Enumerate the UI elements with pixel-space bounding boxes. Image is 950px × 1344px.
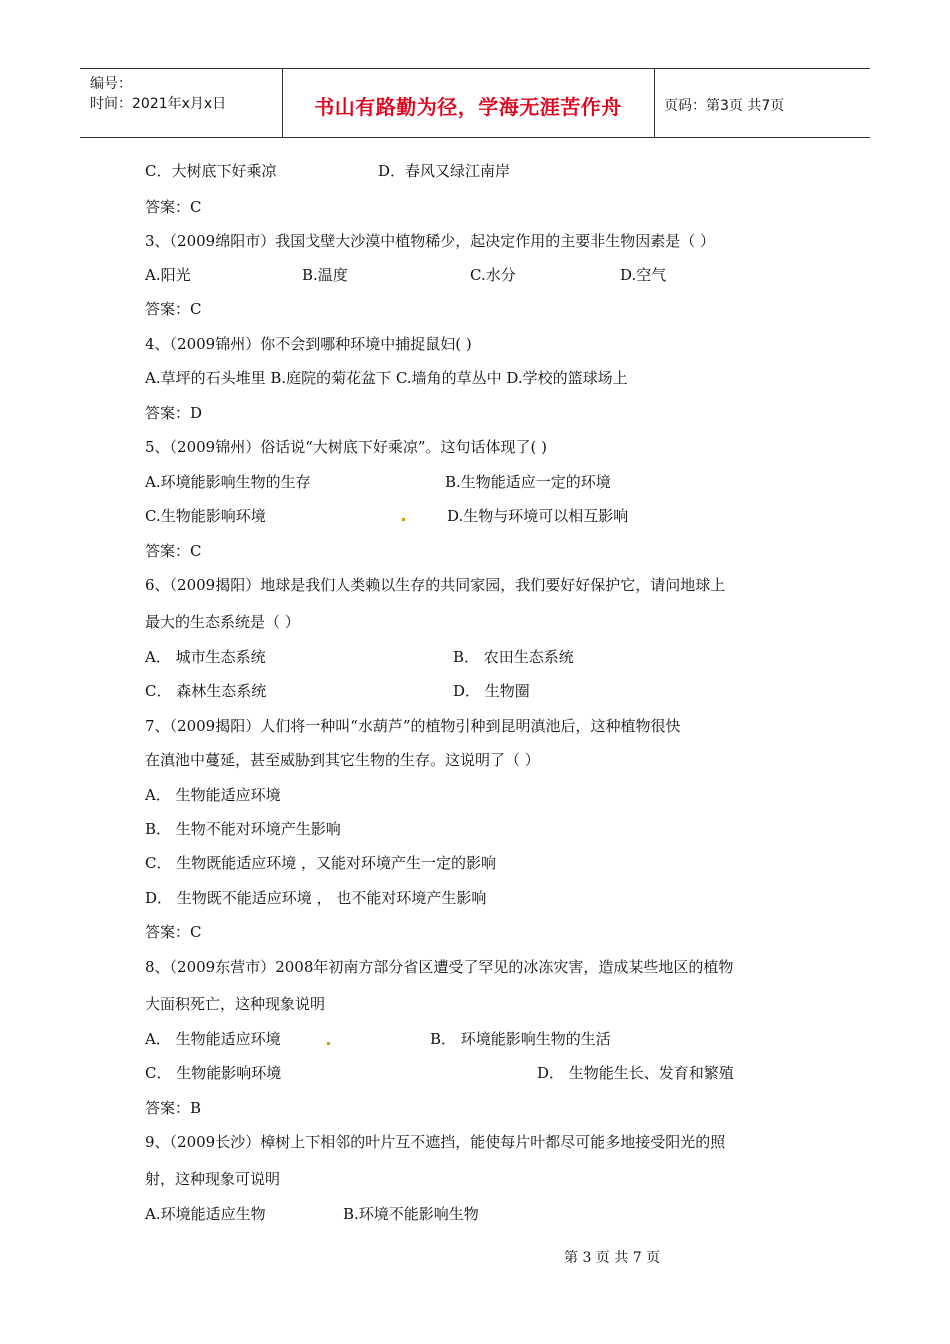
option-text: B． 环境能影响生物的生活 (430, 1030, 611, 1048)
option-text: C.水分 (470, 266, 516, 284)
option-text: D． 生物圈 (453, 682, 530, 700)
option-text: C．大树底下好乘凉 (145, 162, 277, 180)
option-text: B． 生物不能对环境产生影响 (145, 820, 341, 838)
stray-mark (402, 518, 405, 521)
option-text: B.环境不能影响生物 (343, 1205, 479, 1223)
option-text: A． 生物能适应环境 (145, 786, 281, 804)
question-stem: 大面积死亡，这种现象说明 (145, 995, 326, 1013)
option-text: D． 生物既不能适应环境 ， 也不能对环境产生影响 (145, 889, 487, 907)
question-stem: 7、（2009揭阳）人们将一种叫“水葫芦”的植物引种到昆明滇池后，这种植物很快 (145, 717, 681, 735)
option-text: D．春风又绿江南岸 (378, 162, 511, 180)
document-number-label: 编号： (90, 76, 132, 92)
answer-text: 答案：C (145, 198, 202, 216)
option-text: A.环境能适应生物 (145, 1205, 266, 1223)
question-stem: 3、（2009绵阳市）我国戈壁大沙漠中植物稀少，起决定作用的主要非生物因素是（ ） (145, 232, 715, 250)
option-text: C． 生物既能适应环境 ，又能对环境产生一定的影响 (145, 854, 497, 872)
option-text: D． 生物能生长、发育和繁殖 (537, 1064, 734, 1082)
option-text: A.阳光 (145, 266, 191, 284)
option-text: C． 森林生态系统 (145, 682, 267, 700)
header-motto-cell (282, 69, 655, 137)
option-text: A.环境能影响生物的生存 (145, 473, 311, 491)
option-text: A.草坪的石头堆里 B.庭院的菊花盆下 C.墙角的草丛中 D.学校的篮球场上 (145, 369, 628, 387)
option-text: A． 城市生态系统 (145, 648, 266, 666)
option-text: C.生物能影响环境 (145, 507, 266, 525)
question-stem: 5、（2009锦州）俗话说“大树底下好乘凉”。这句话体现了( ) (145, 438, 548, 456)
stray-mark (327, 1042, 330, 1045)
question-stem: 在滇池中蔓延，甚至威胁到其它生物的生存。这说明了（ ） (145, 751, 540, 769)
question-stem: 6、（2009揭阳）地球是我们人类赖以生存的共同家园，我们要好好保护它，请问地球上 (145, 576, 726, 594)
question-stem: 射，这种现象可说明 (145, 1170, 281, 1188)
option-text: B． 农田生态系统 (453, 648, 574, 666)
answer-text: 答案：C (145, 923, 202, 941)
question-stem: 8、（2009东营市）2008年初南方部分省区遭受了罕见的冰冻灾害，造成某些地区的植物 (145, 958, 734, 976)
answer-text: 答案：B (145, 1099, 202, 1117)
header-meta-cell (80, 69, 283, 137)
option-text: C． 生物能影响环境 (145, 1064, 282, 1082)
question-stem: 最大的生态系统是（ ） (145, 613, 300, 631)
question-stem: 9、（2009长沙）樟树上下相邻的叶片互不遮挡，能使每片叶都尽可能多地接受阳光的照 (145, 1133, 726, 1151)
document-time-label: 时间：2021年x月x日 (90, 96, 227, 112)
answer-text: 答案：D (145, 404, 203, 422)
page-header (80, 68, 870, 138)
option-text: D.生物与环境可以相互影响 (447, 507, 629, 525)
option-text: B.温度 (302, 266, 348, 284)
question-stem: 4、（2009锦州）你不会到哪种环境中捕捉鼠妇( ) (145, 335, 472, 353)
option-text: B.生物能适应一定的环境 (445, 473, 611, 491)
answer-text: 答案：C (145, 542, 202, 560)
header-page-info: 页码：第3页 共7页 (664, 98, 785, 114)
page-footer: 第 3 页 共 7 页 (564, 1250, 661, 1266)
option-text: A． 生物能适应环境 (145, 1030, 281, 1048)
answer-text: 答案：C (145, 300, 202, 318)
option-text: D.空气 (620, 266, 667, 284)
header-page-cell (654, 69, 870, 137)
motto-text: 书山有路勤为径，学海无涯苦作舟 (314, 95, 622, 119)
